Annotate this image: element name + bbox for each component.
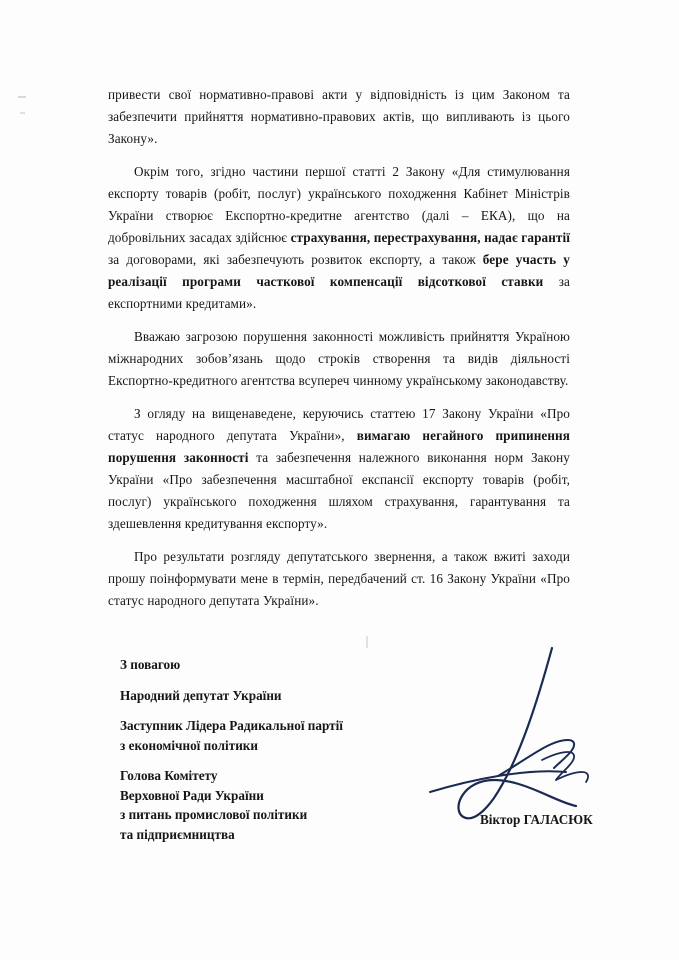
signer-title-committee-4: та підприємництва	[120, 826, 235, 842]
signer-title-committee-1: Голова Комітету	[120, 768, 218, 783]
signer-title-committee-3: з питань промислової політики	[120, 807, 308, 822]
paragraph-3: Вважаю загрозою порушення законності можливість прийняття Україною міжнародних зобов’язань щодо строків створення та видів діяльності Експортно-кредитного агентства всупереч чинному українському законодавству.	[108, 329, 570, 388]
paragraph-4: З огляду на вищенаведене, керуючись статтею 17 Закону України «Про статус народного депутата України», вимагаю негайного припинення порушення законності та забезпечення належного виконання норм Закону України «Про забезпечення масштабної експансії експорту товарів (робіт, послуг) українського походження шляхом страхування, гарантування та здешевлення кредитування експорту».	[108, 406, 570, 531]
page-fold-artifact	[366, 636, 368, 648]
paragraph-2: Окрім того, згідно частини першої статті 2 Закону «Для стимулювання експорту товарів (робіт, послуг) українського походження Кабінет Міністрів України створює Експортно-кредитне агентство (далі – ЕКА), що на добровільних засадах здійснює страхування, перестрахування, надає гарантії за договорами, які забезпечують розвиток експорту, а також бере участь у реалізації програми часткової компенсації відсоткової ставки за експортними кредитами».	[108, 164, 571, 311]
paragraph-1: привести свої нормативно-правові акти у відповідність із цим Законом та забезпечити прийняття нормативно-правових актів, що випливають із цього Закону».	[108, 87, 570, 146]
page-edge-artifact-secondary	[20, 112, 25, 114]
signer-title-committee-2: Верховної Ради України	[120, 787, 264, 803]
signer-title-party-2: з економічної політики	[120, 737, 258, 753]
signer-name: Віктор ГАЛАСЮК	[480, 812, 593, 827]
signer-title-party-1: Заступник Лідера Радикальної партії	[120, 718, 343, 733]
document-body	[108, 84, 570, 623]
signer-title-deputy: Народний депутат України	[120, 687, 282, 703]
closing-salutation: З повагою	[120, 657, 181, 672]
paragraph-5: Про результати розгляду депутатського звернення, а також вжиті заходи прошу поінформувати мене в термін, передбачений ст. 16 Закону України «Про статус народного депутата України».	[108, 549, 570, 608]
page-edge-artifact	[18, 96, 26, 98]
signature-block	[120, 655, 420, 844]
